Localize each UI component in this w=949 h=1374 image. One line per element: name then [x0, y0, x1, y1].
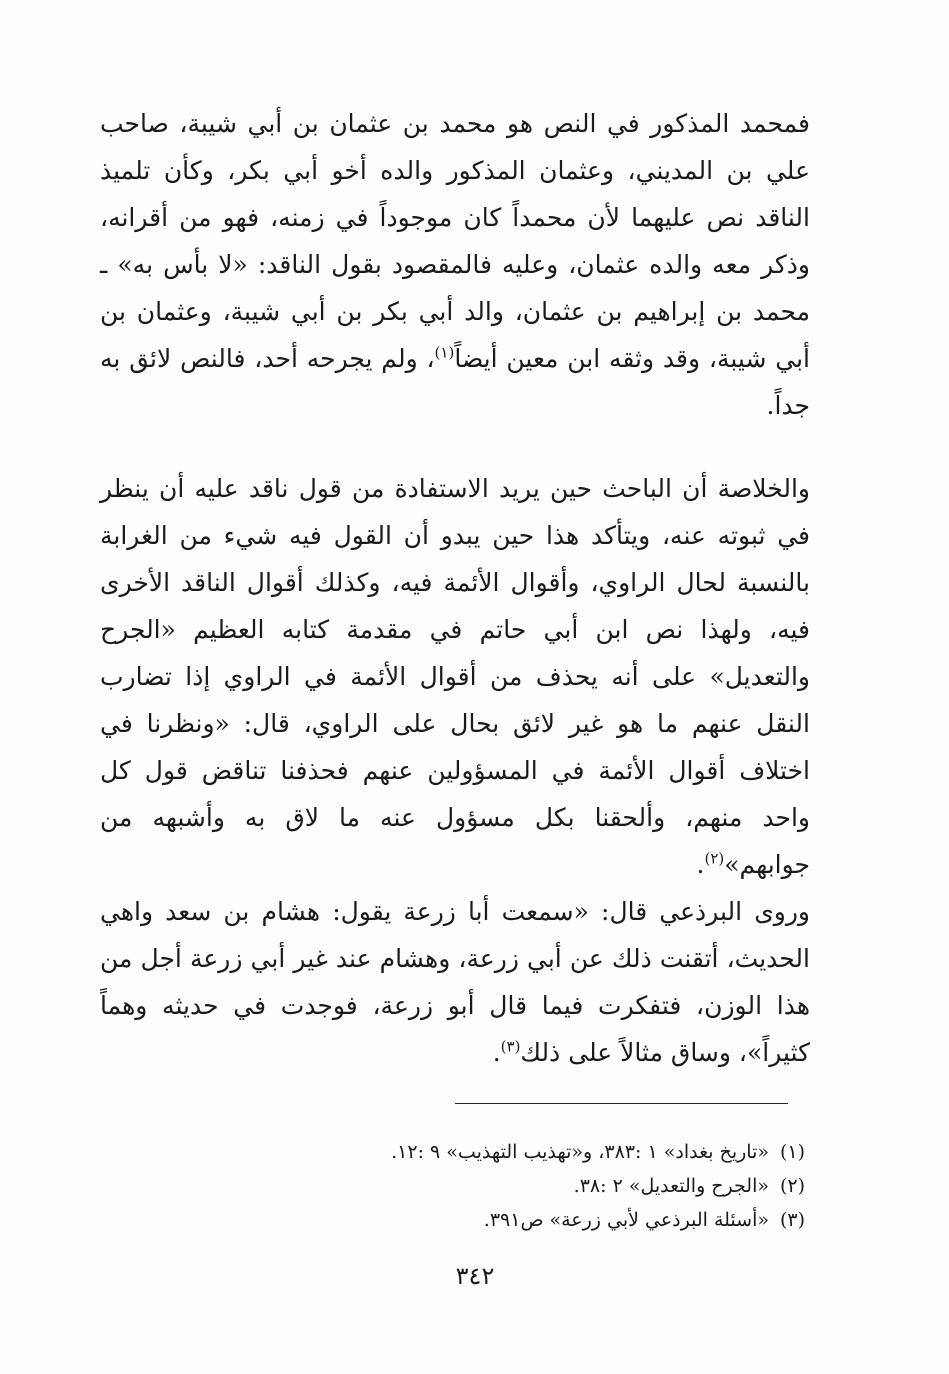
paragraph-3-text: وروى البرذعي قال: «سمعت أبا زرعة يقول: هشام بن سعد واهي الحديث، أتقنت ذلك عن أبي زرعة، وهشام عند غير أبي زرعة أجل من هذا الوزن، فتفكرت فيما قال أبو زرعة، فوجدت في حديثه وهماً كثيراً»، وساق مثالاً على ذلك — [100, 897, 810, 1067]
footnote-2-text: «الجرح والتعديل» ٢ :٣٨. — [573, 1175, 769, 1197]
paragraph-1 — [100, 100, 810, 429]
footnote-2 — [300, 1169, 805, 1203]
paragraph-3-text-end: . — [492, 1038, 501, 1067]
paragraph-3 — [100, 888, 810, 1076]
footnote-ref-1: (١) — [434, 343, 455, 362]
footnote-1-text: «تاريخ بغداد» ١ :٣٨٣، و«تهذيب التهذيب» ٩ :١٢. — [391, 1141, 769, 1163]
footnote-ref-3: (٣) — [500, 1037, 521, 1056]
page-number: ٣٤٢ — [455, 1262, 495, 1290]
paragraph-2-text: والخلاصة أن الباحث حين يريد الاستفادة من قول ناقد عليه أن ينظر في ثبوته عنه، ويتأكد هذا حين يبدو أن القول فيه شيء من الغرابة بالنسبة لحال الراوي، وأقوال الأئمة فيه، وكذلك أقوال الناقد الأخرى فيه، ولهذا نص ابن أبي حاتم في مقدمة كتابه العظيم «الجرح والتعديل» على أنه يحذف من أقوال الأئمة في الراوي إذا تضارب النقل عنهم ما هو غير لائق بحال على الراوي، قال: «ونظرنا في اختلاف أقوال الأئمة في المسؤولين عنهم فحذفنا تناقض قول كل واحد منهم، وألحقنا بكل مسؤول عنه ما لاق به وأشبهه من جوابهم» — [100, 474, 810, 879]
footnote-2-number: (٢) — [779, 1175, 805, 1197]
paragraph-1-text: فمحمد المذكور في النص هو محمد بن عثمان بن أبي شيبة، صاحب علي بن المديني، وعثمان المذكور والده أخو أبي بكر، وكأن تلميذ الناقد نص عليهما لأن محمداً كان موجوداً في زمنه، فهو من أقرانه، وذكر معه والده عثمان، وعليه فالمقصود بقول الناقد: «لا بأس به» ـ محمد بن إبراهيم بن عثمان، والد أبي بكر بن أبي شيبة، وعثمان بن أبي شيبة، وقد وثقه ابن معين أيضاً — [100, 109, 811, 373]
footnotes — [300, 1135, 805, 1237]
paragraph-2-text-end: . — [696, 850, 705, 879]
footnote-3-number: (٣) — [779, 1209, 805, 1231]
footnote-3-text: «أسئلة البرذعي لأبي زرعة» ص٣٩١. — [483, 1209, 769, 1231]
footnote-1 — [300, 1135, 805, 1169]
footnote-ref-2: (٢) — [704, 849, 725, 868]
paragraph-1-text-end: ، ولم يجرحه أحد، فالنص لائق به جداً. — [100, 344, 810, 420]
footnote-1-number: (١) — [779, 1141, 805, 1163]
footnote-divider — [455, 1103, 788, 1104]
footnote-3 — [300, 1203, 805, 1237]
paragraph-2 — [100, 465, 810, 888]
